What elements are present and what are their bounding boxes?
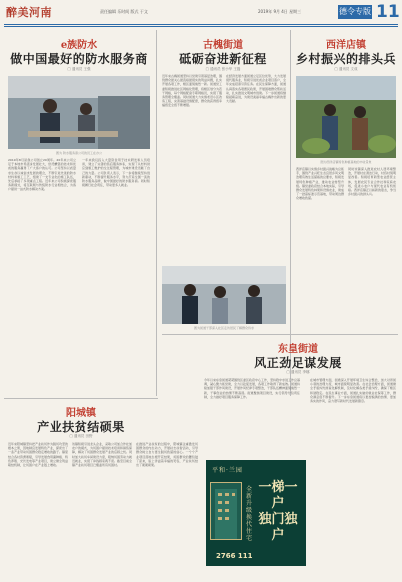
paper-name: 醉美河南 <box>6 6 52 19</box>
a3-photo-image <box>296 76 396 158</box>
a2-headline: 砥砺奋进新征程 <box>179 52 267 66</box>
a3-body-col1: 西洋店镇以实施乡村振兴战略为总抓手，围绕产业兴旺生态宜居乡风文明治理有效生活富裕的总要求，积极发展特色种植产业，推动农业转型升级。镇党委政府结合本地实际，引导群众发展特色林果和设施农业，建成了一批高标准示范基地，带动周边群众增收致富。 <box>296 167 344 201</box>
ad-slogan-side: 全新升级换代住宅 <box>246 486 253 542</box>
a1-byline: □ 通讯员 王强 <box>67 67 91 71</box>
a3-caption: 图为西洋店镇特色种植基地的丰收景象 <box>320 160 372 164</box>
section-divider <box>162 334 398 335</box>
a4-headline: 风正劲足谋发展 <box>254 356 342 370</box>
a4-body-col2: 在城市管理方面，街道深入开展环境卫生综合整治，加大对背街小巷的治理力度，城市面貌明显改善。在社会治理方面，街道健全矛盾纠纷排查化解机制，及时化解各类矛盾纠纷，确保了辖区和谐稳定。在民生事业方面，街道扎实做好就业社保等工作，群众满意度不断提升。下一步东皇街道将以更加饱满的热情、更加务实的作风，奋力谱写新时代发展新篇章。 <box>310 378 396 404</box>
a5-body-col2: 该镇积极引进龙头企业，采取公司加合作社加农户的模式，为贫困户提供技术培训和销售保障，解决了贫困群众发展产业的后顾之忧。同时加大扶贫车间建设力度，吸纳贫困劳动力就近就业，实现了挣钱顾家两不误。截至目前全镇产业扶贫项目已覆盖所有贫困村。 <box>72 442 132 468</box>
a3-kicker: 西洋店镇 <box>326 40 366 51</box>
a3-photo <box>296 76 396 158</box>
a2-byline: □ 通讯员 张小华 王磊 <box>205 67 241 71</box>
real-estate-ad <box>206 460 306 566</box>
section-badge: 德令专版 <box>338 5 372 19</box>
column-divider <box>156 30 157 396</box>
issue-date: 2019年 9月 4日 星期三 <box>258 9 302 14</box>
ad-phone: 2766 111 <box>216 552 253 560</box>
a1-photo-image <box>8 76 150 149</box>
a1-photo <box>8 76 150 149</box>
a4-body-col1: 今年以来东皇街道紧紧围绕区委区政府中心工作，坚持稳中求进工作总基调，凝心聚力抓党建，全力以赴促发展，各项工作取得了新成效。街道持续加强干部作风建设，开展作风纪律专项整治，干部队伍精神面貌焕然一新，干事创业的热情不断高涨。街道聚焦项目建设，实行领导分包责任制，全力做好项目服务保障工作。 <box>204 378 300 399</box>
masthead <box>0 0 402 26</box>
a1-body-col1: 2019年8月是我公司创立20周年。20年来公司立足于本地市场逐步发展壮大，依托精湛的技术和优质的服务赢得了广大客户的认可。公司坚持以质量求生存以诚信求发展的理念，不断引进先进的防水材料和施工工艺，组建了一支专业化的施工队伍，先后承接了多项重点工程。近年来公司积极探索服务新模式，将互联网与传统防水行业相结合，为客户提供一站式防水解决方案。 <box>8 158 76 192</box>
ad-building-icon <box>210 482 242 540</box>
a2-photo-image <box>162 266 286 324</box>
editor-info: 责任编辑 乐时间 版式 于文 <box>100 9 148 14</box>
a2-kicker: 古槐街道 <box>203 40 243 51</box>
a1-body-col2: 一年来我们投入大量资金用于技术研发和人员培训，建立了完善的售后服务体系，实现了从材料供应到施工维护的全过程管理，为城市建设贡献了自己的力量。公司负责人表示，下一步将继续坚持创新驱动，不断提升服务水平，努力打造全国一流的防水服务品牌，做中国最好的防水服务商。同时积极履行社会责任，带动更多人就业。 <box>82 158 150 188</box>
a5-body-col1: 近年来阳城镇坚持把产业扶贫作为脱贫攻坚的根本之策，因地制宜发展特色产业，探索出了一条产业带动贫困群众稳定增收的路子。镇里结合各村资源禀赋，引导发展食用菌种植、特色养殖、光伏发电等产业项目，建立健全利益联结机制，让贫困户在产业链上增收。 <box>8 442 68 468</box>
a3-headline: 乡村振兴的排头兵 <box>295 52 396 66</box>
a2-body-col2: 在经济发展方面街道立足区位优势，大力发展现代服务业，积极引进优质企业项目落户，全年完成招商引资任务。在民生保障方面，街道认真落实各项惠民政策，开展困难群众帮扶活动，扎实推进文明城市创建。下一步街道将继续砥砺奋进，为建设美丽幸福古槐作出新的更大贡献。 <box>226 74 286 104</box>
a2-photo <box>162 266 286 324</box>
a4-byline: □ 通讯员 李娜 <box>286 370 310 374</box>
a1-headline: 做中国最好的防水服务商 <box>10 52 148 66</box>
a1-kicker: e族防水 <box>60 40 98 51</box>
a2-caption: 图为街道干部深入社区走访居民了解群众诉求 <box>193 326 254 330</box>
ad-slogan-line1: 一梯一户 <box>258 480 298 511</box>
header-rule-thin <box>4 26 398 27</box>
page-number: 11 <box>376 2 400 22</box>
a3-byline: □ 通讯员 文成 <box>334 67 358 71</box>
section-divider <box>4 398 158 399</box>
a5-headline: 产业扶贫结硕果 <box>37 420 125 434</box>
a2-body-col1: 近年来古槐街道坚持以党建引领基层治理，围绕群众最关心最直接最现实的利益问题，扎实开展各项工作，辖区面貌焕然一新。街道党工委积极推进社区网格化管理，将辖区划分为若干网格，每个网格配备专职网格员，实现了服务管理全覆盖。同时街道大力实施老旧小区改造工程，完善基础设施配套，群众的获得感幸福感安全感不断增强。 <box>162 74 222 108</box>
a5-byline: □ 通讯员 田野 <box>69 434 93 438</box>
ad-brand: 平和·兰园 <box>212 467 243 474</box>
a1-caption: 图为 防水服务商公司的员工在办公 <box>56 151 102 155</box>
a3-body-col2: 同时该镇深入推进农村人居环境整治，开展村庄清洁行动，村容村貌明显改善。积极培育新型农业经营主体，发展农民专业合作社和家庭农场，促进小农户与现代农业有机衔接。西洋店镇正以崭新的姿态，争当乡村振兴的排头兵。 <box>348 167 396 197</box>
a5-body-col3: 在推进产业扶贫的过程中，阳城镇注重激发贫困群众的内生动力，开展扶志扶智活动，引导群众树立自力更生脱贫致富的信心。一个个产业项目落地生根开花结果，贫困群众的腰包鼓了起来，脸上洋溢着幸福的笑容，产业扶贫结出了累累硕果。 <box>136 442 198 468</box>
header-rule <box>4 24 398 25</box>
a5-kicker: 阳城镇 <box>66 408 96 419</box>
ad-slogan-line2: 独门独户 <box>258 512 298 543</box>
a4-kicker: 东皇街道 <box>278 344 318 355</box>
